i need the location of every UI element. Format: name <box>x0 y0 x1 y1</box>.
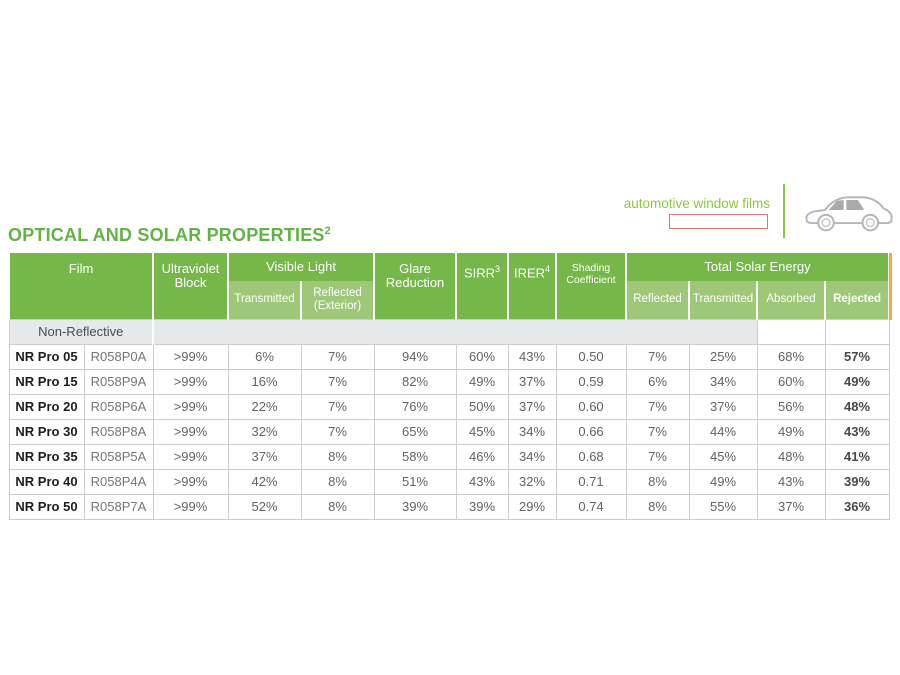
tse-rejected-value: 41% <box>825 444 889 469</box>
header-ultraviolet-block: Ultraviolet Block <box>153 253 228 319</box>
sirr-value: 46% <box>456 444 508 469</box>
vl-reflected-value: 7% <box>301 394 374 419</box>
shading-coefficient-value: 0.59 <box>556 369 626 394</box>
header-tse-absorbed: Absorbed <box>757 281 825 319</box>
shading-coefficient-value: 0.50 <box>556 344 626 369</box>
header-tse-transmitted: Transmitted <box>689 281 757 319</box>
page-title <box>8 225 331 246</box>
header-vl-transmitted: Transmitted <box>228 281 301 319</box>
section-row-non-reflective <box>9 319 889 344</box>
vl-transmitted-value: 32% <box>228 419 301 444</box>
section-label: Non-Reflective <box>9 319 153 344</box>
header-sirr-text: SIRR <box>463 265 496 281</box>
irer-value: 32% <box>508 469 556 494</box>
header-sirr <box>456 253 508 319</box>
shading-coefficient-value: 0.60 <box>556 394 626 419</box>
irer-value: 34% <box>508 444 556 469</box>
glare-reduction-value: 94% <box>374 344 456 369</box>
shading-coefficient-value: 0.74 <box>556 494 626 519</box>
tse-reflected-value: 7% <box>626 444 689 469</box>
irer-value: 29% <box>508 494 556 519</box>
header-tse-rejected: Rejected <box>825 281 889 319</box>
tse-absorbed-value: 37% <box>757 494 825 519</box>
vl-transmitted-value: 37% <box>228 444 301 469</box>
film-name: NR Pro 20 <box>9 394 84 419</box>
film-name: NR Pro 05 <box>9 344 84 369</box>
uv-block-value: >99% <box>153 469 228 494</box>
section-filler <box>153 319 757 344</box>
table-row <box>9 394 889 419</box>
sirr-value: 50% <box>456 394 508 419</box>
tse-rejected-value: 49% <box>825 369 889 394</box>
header-tse-reflected: Reflected <box>626 281 689 319</box>
sirr-value: 45% <box>456 419 508 444</box>
shading-coefficient-value: 0.71 <box>556 469 626 494</box>
glare-reduction-value: 58% <box>374 444 456 469</box>
uv-block-value: >99% <box>153 444 228 469</box>
car-icon <box>803 186 896 233</box>
table-row <box>9 419 889 444</box>
uv-block-value: >99% <box>153 419 228 444</box>
film-code: R058P5A <box>84 444 153 469</box>
uv-block-value: >99% <box>153 494 228 519</box>
glare-reduction-value: 51% <box>374 469 456 494</box>
tse-absorbed-value: 48% <box>757 444 825 469</box>
film-code: R058P7A <box>84 494 153 519</box>
uv-block-value: >99% <box>153 394 228 419</box>
sirr-value: 60% <box>456 344 508 369</box>
optical-solar-properties-table <box>8 253 890 520</box>
section-empty-rejected <box>825 319 889 344</box>
irer-footnote-ref: 4 <box>545 264 551 274</box>
film-name: NR Pro 40 <box>9 469 84 494</box>
tse-transmitted-value: 34% <box>689 369 757 394</box>
shading-coefficient-value: 0.68 <box>556 444 626 469</box>
irer-value: 43% <box>508 344 556 369</box>
irer-value: 37% <box>508 369 556 394</box>
tse-absorbed-value: 60% <box>757 369 825 394</box>
table-row <box>9 444 889 469</box>
page-title-text: OPTICAL AND SOLAR PROPERTIES <box>8 225 325 245</box>
table-body <box>9 319 889 519</box>
sirr-value: 43% <box>456 469 508 494</box>
film-name: NR Pro 35 <box>9 444 84 469</box>
sirr-footnote-ref: 3 <box>495 264 501 274</box>
vl-reflected-value: 7% <box>301 419 374 444</box>
header-total-solar-energy: Total Solar Energy <box>626 253 889 281</box>
table-row <box>9 344 889 369</box>
film-code: R058P6A <box>84 394 153 419</box>
uv-block-value: >99% <box>153 344 228 369</box>
glare-reduction-value: 39% <box>374 494 456 519</box>
tse-rejected-value: 57% <box>825 344 889 369</box>
irer-value: 37% <box>508 394 556 419</box>
tse-transmitted-value: 45% <box>689 444 757 469</box>
vl-reflected-value: 8% <box>301 494 374 519</box>
tse-absorbed-value: 56% <box>757 394 825 419</box>
tse-reflected-value: 7% <box>626 344 689 369</box>
irer-value: 34% <box>508 419 556 444</box>
film-code: R058P9A <box>84 369 153 394</box>
uv-block-value: >99% <box>153 369 228 394</box>
film-code: R058P4A <box>84 469 153 494</box>
glare-reduction-value: 82% <box>374 369 456 394</box>
film-name: NR Pro 30 <box>9 419 84 444</box>
vl-reflected-value: 8% <box>301 444 374 469</box>
header-glare-reduction: Glare Reduction <box>374 253 456 319</box>
tse-rejected-value: 48% <box>825 394 889 419</box>
tse-transmitted-value: 55% <box>689 494 757 519</box>
tse-rejected-value: 39% <box>825 469 889 494</box>
glare-reduction-value: 76% <box>374 394 456 419</box>
table-row <box>9 369 889 394</box>
tse-transmitted-value: 49% <box>689 469 757 494</box>
tse-transmitted-value: 25% <box>689 344 757 369</box>
tse-reflected-value: 8% <box>626 469 689 494</box>
sirr-value: 49% <box>456 369 508 394</box>
film-code: R058P8A <box>84 419 153 444</box>
vl-transmitted-value: 6% <box>228 344 301 369</box>
vl-reflected-value: 7% <box>301 369 374 394</box>
table-header <box>9 253 889 319</box>
header-vl-reflected-exterior: Reflected (Exterior) <box>301 281 374 319</box>
table-row <box>9 494 889 519</box>
vl-transmitted-value: 52% <box>228 494 301 519</box>
tse-rejected-value: 36% <box>825 494 889 519</box>
film-code: R058P0A <box>84 344 153 369</box>
tse-reflected-value: 7% <box>626 419 689 444</box>
brand-tagline: automotive window films <box>623 196 770 211</box>
shading-coefficient-value: 0.66 <box>556 419 626 444</box>
redacted-logo-box <box>669 214 768 229</box>
vl-transmitted-value: 42% <box>228 469 301 494</box>
film-name: NR Pro 50 <box>9 494 84 519</box>
tse-transmitted-value: 44% <box>689 419 757 444</box>
accent-edge-strip <box>889 253 892 320</box>
brand-divider-line <box>783 184 785 238</box>
tse-transmitted-value: 37% <box>689 394 757 419</box>
vl-reflected-value: 8% <box>301 469 374 494</box>
tse-absorbed-value: 43% <box>757 469 825 494</box>
header-shading-coefficient: Shading Coefficient <box>556 253 626 319</box>
header-irer <box>508 253 556 319</box>
glare-reduction-value: 65% <box>374 419 456 444</box>
vl-reflected-value: 7% <box>301 344 374 369</box>
title-footnote-ref: 2 <box>324 225 331 237</box>
sirr-value: 39% <box>456 494 508 519</box>
header-visible-light: Visible Light <box>228 253 374 281</box>
tse-absorbed-value: 68% <box>757 344 825 369</box>
table-row <box>9 469 889 494</box>
film-name: NR Pro 15 <box>9 369 84 394</box>
header-irer-text: IRER <box>513 265 546 281</box>
vl-transmitted-value: 22% <box>228 394 301 419</box>
tse-reflected-value: 7% <box>626 394 689 419</box>
tse-rejected-value: 43% <box>825 419 889 444</box>
section-empty-absorbed <box>757 319 825 344</box>
header-film: Film <box>9 253 153 319</box>
tse-reflected-value: 6% <box>626 369 689 394</box>
tse-reflected-value: 8% <box>626 494 689 519</box>
vl-transmitted-value: 16% <box>228 369 301 394</box>
tse-absorbed-value: 49% <box>757 419 825 444</box>
